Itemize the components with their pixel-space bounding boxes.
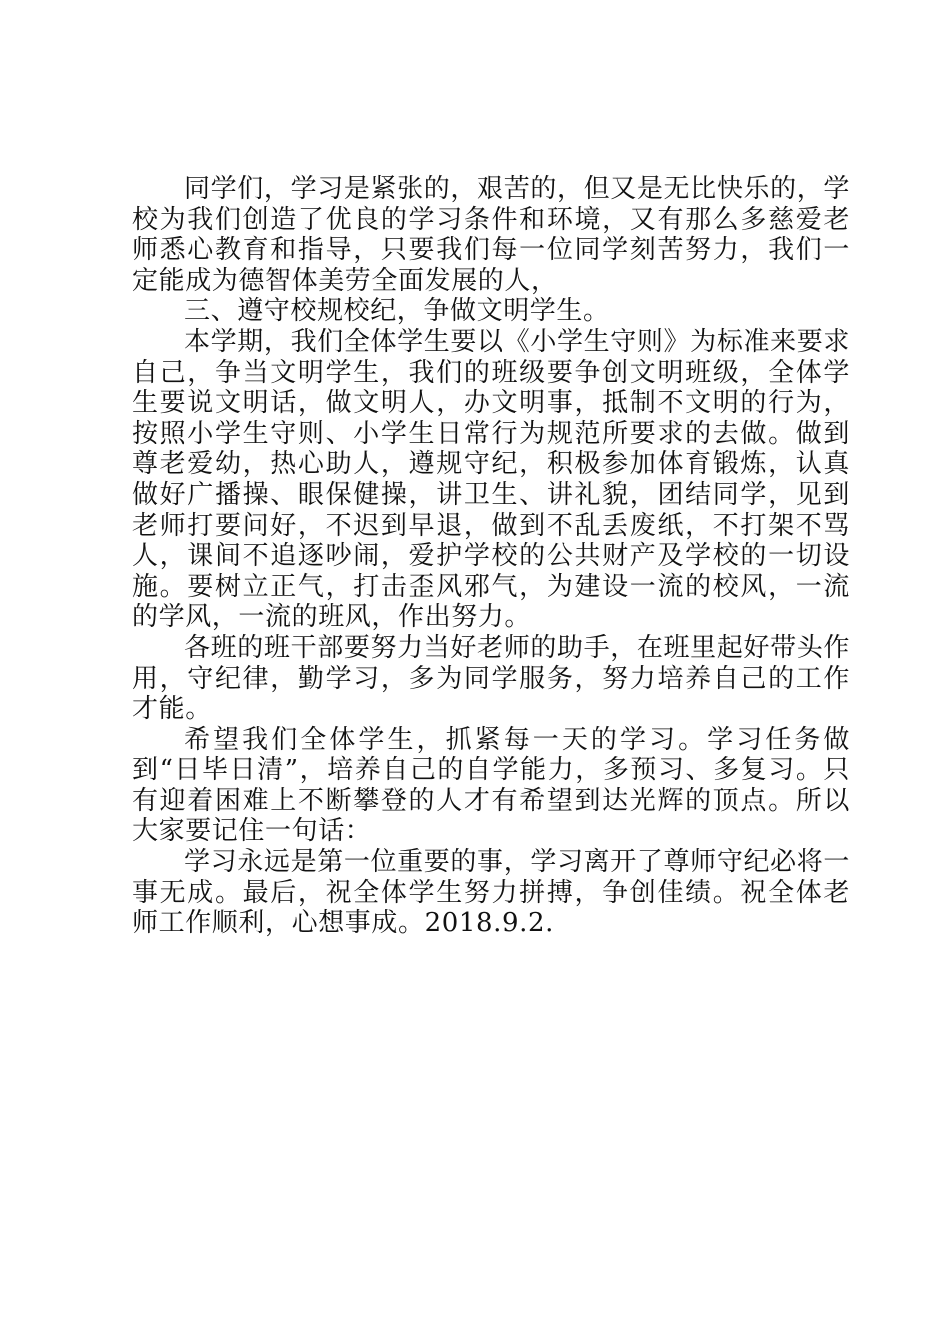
document-body (132, 174, 850, 939)
paragraph: 本学期，我们全体学生要以《小学生守则》为标准来要求自己，争当文明学生，我们的班级要争创文明班级，全体学生要说文明话，做文明人，办文明事，抵制不文明的行为，按照小学生守则、小学生日常行为规范所要求的去做。做到尊老爱幼，热心助人，遵规守纪，积极参加体育锻炼，认真做好广播操、眼保健操，讲卫生、讲礼貌，团结同学，见到老师打要问好，不迟到早退，做到不乱丢废纸，不打架不骂人，课间不追逐吵闹，爱护学校的公共财产及学校的一切设施。要树立正气，打击歪风邪气，为建设一流的校风，一流的学风，一流的班风，作出努力。 (132, 326, 850, 633)
paragraph: 希望我们全体学生，抓紧每一天的学习。学习任务做到“日毕日清”，培养自己的自学能力，多预习、多复习。只有迎着困难上不断攀登的人才有希望到达光辉的顶点。所以大家要记住一句话： (132, 724, 850, 847)
paragraph: 同学们，学习是紧张的，艰苦的，但又是无比快乐的，学校为我们创造了优良的学习条件和环境，又有那么多慈爱老师悉心教育和指导，只要我们每一位同学刻苦努力，我们一定能成为德智体美劳全面发展的人， (132, 174, 850, 296)
closing-paragraph: 学习永远是第一位重要的事，学习离开了尊师守纪必将一事无成。最后，祝全体学生努力拼搏，争创佳绩。祝全体老师工作顺利，心想事成。2018.9.2. (132, 847, 850, 939)
section-heading: 三、遵守校规校纪，争做文明学生。 (184, 296, 610, 327)
paragraph: 各班的班干部要努力当好老师的助手，在班里起好带头作用，守纪律，勤学习，多为同学服务，努力培养自己的工作才能。 (132, 632, 850, 725)
